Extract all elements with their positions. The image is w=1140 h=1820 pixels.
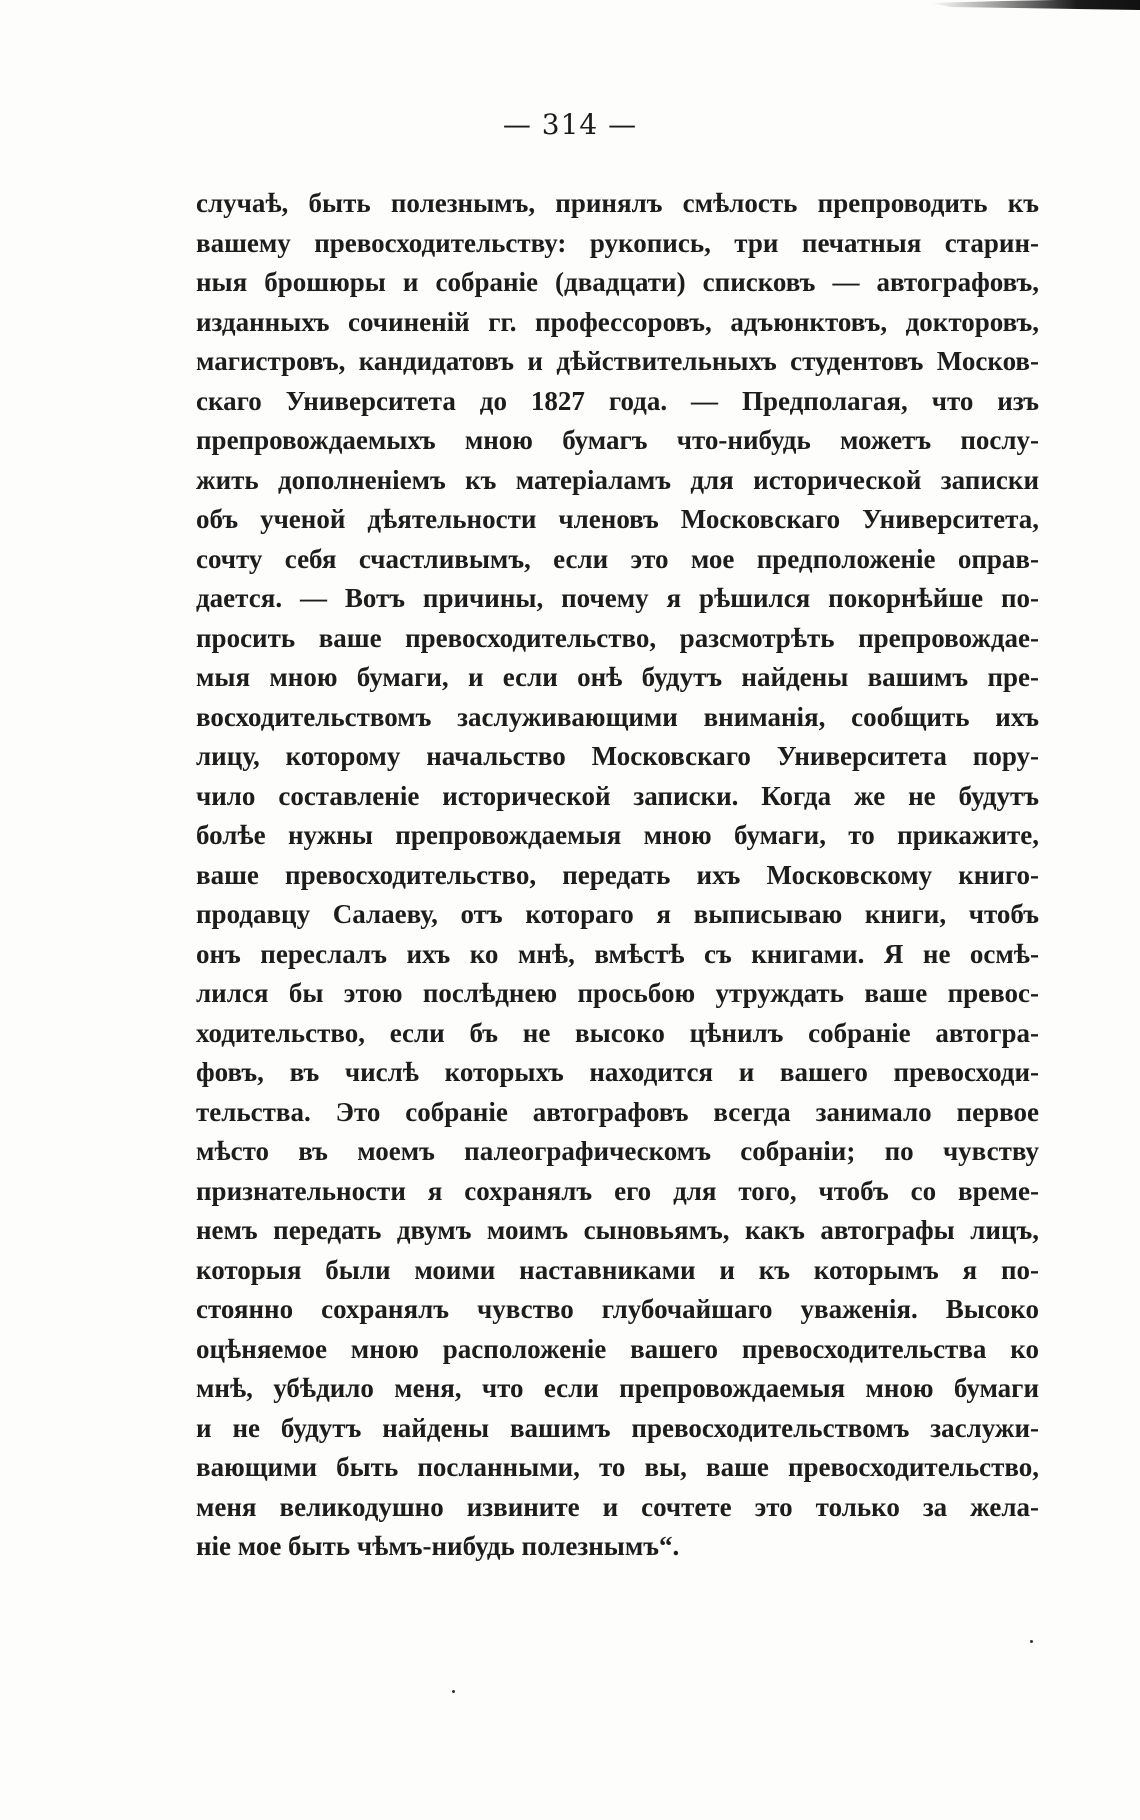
text-line: признательности я сохранялъ его для того, чтобъ со време- — [196, 1175, 1039, 1206]
text-line: магистровъ, кандидатовъ и дѣйствительныхъ студентовъ Москов- — [196, 346, 1039, 376]
text-line: меня великодушно извините и сочтете это только за жела- — [196, 1491, 1039, 1522]
text-line: оцѣняемое мною расположеніе вашего превосходительства ко — [196, 1333, 1039, 1364]
text-line: лился бы этою послѣднею просьбою утруждать ваше превос- — [196, 978, 1039, 1008]
text-line: просить ваше превосходительство, разсмотрѣть препровождае- — [196, 622, 1039, 653]
text-line: немъ передать двумъ моимъ сыновьямъ, какъ автографы лицъ, — [196, 1215, 1039, 1245]
text-line: которыя были моими наставниками и къ которымъ я по- — [196, 1254, 1039, 1285]
text-line: болѣе нужны препровождаемыя мною бумаги, то прикажите, — [196, 820, 1039, 850]
text-line: чило составленіе исторической записки. Когда же не будутъ — [196, 780, 1039, 811]
text-line: дается. — Вотъ причины, почему я рѣшился покорнѣйше по- — [196, 583, 1039, 613]
text-line: препровождаемыхъ мною бумагъ что-нибудь можетъ послу- — [196, 425, 1039, 455]
text-line-last: ніе мое быть чѣмъ-нибудь полезнымъ“. — [196, 1531, 680, 1561]
text-line: онъ переслалъ ихъ ко мнѣ, вмѣстѣ съ книгами. Я не осмѣ- — [196, 938, 1039, 969]
text-line: вающими быть посланными, то вы, ваше превосходительство, — [196, 1452, 1039, 1482]
text-line: мыя мною бумаги, и если онѣ будутъ найдены вашимъ пре- — [196, 662, 1039, 692]
text-line: сочту себя счастливымъ, если это мое предположеніе оправ- — [196, 543, 1039, 574]
body-text — [196, 184, 1039, 1567]
page-number: — 314 — — [502, 108, 638, 141]
text-line: случаѣ, быть полезнымъ, принялъ смѣлость препроводить къ — [196, 188, 1039, 218]
text-line: ваше превосходительство, передать ихъ Московскому книго- — [196, 859, 1039, 890]
text-line: тельства. Это собраніе автографовъ всегда занимало первое — [196, 1096, 1039, 1127]
text-line: ходительство, если бъ не высоко цѣнилъ собраніе автогра- — [196, 1017, 1039, 1048]
text-line: ныя брошюры и собраніе (двадцати) списковъ — автографовъ, — [196, 267, 1039, 297]
text-line: фовъ, въ числѣ которыхъ находится и вашего превосходи- — [196, 1057, 1039, 1087]
ink-speck — [1030, 1640, 1033, 1643]
text-line: стоянно сохранялъ чувство глубочайшаго уваженія. Высоко — [196, 1294, 1039, 1324]
text-line: восходительствомъ заслуживающими вниманія, сообщить ихъ — [196, 701, 1039, 732]
text-line: лицу, которому начальство Московскаго Университета пору- — [196, 741, 1039, 771]
text-line: мѣсто въ моемъ палеографическомъ собраніи; по чувству — [196, 1136, 1039, 1166]
ink-speck — [452, 1690, 455, 1693]
text-line: изданныхъ сочиненій гг. профессоровъ, адъюнктовъ, докторовъ, — [196, 306, 1039, 337]
text-line: вашему превосходительству: рукопись, три печатныя старин- — [196, 227, 1039, 258]
scan-edge-mark — [930, 0, 1140, 10]
text-line: и не будутъ найдены вашимъ превосходительствомъ заслужи- — [196, 1412, 1039, 1443]
text-line: скаго Университета до 1827 года. — Предполагая, что изъ — [196, 385, 1039, 416]
text-line: продавцу Салаеву, отъ котораго я выписываю книги, чтобъ — [196, 899, 1039, 929]
text-line: объ ученой дѣятельности членовъ Московскаго Университета, — [196, 504, 1039, 534]
text-line: мнѣ, убѣдило меня, что если препровождаемыя мною бумаги — [196, 1373, 1039, 1403]
text-line: жить дополненіемъ къ матеріаламъ для исторической записки — [196, 464, 1039, 495]
